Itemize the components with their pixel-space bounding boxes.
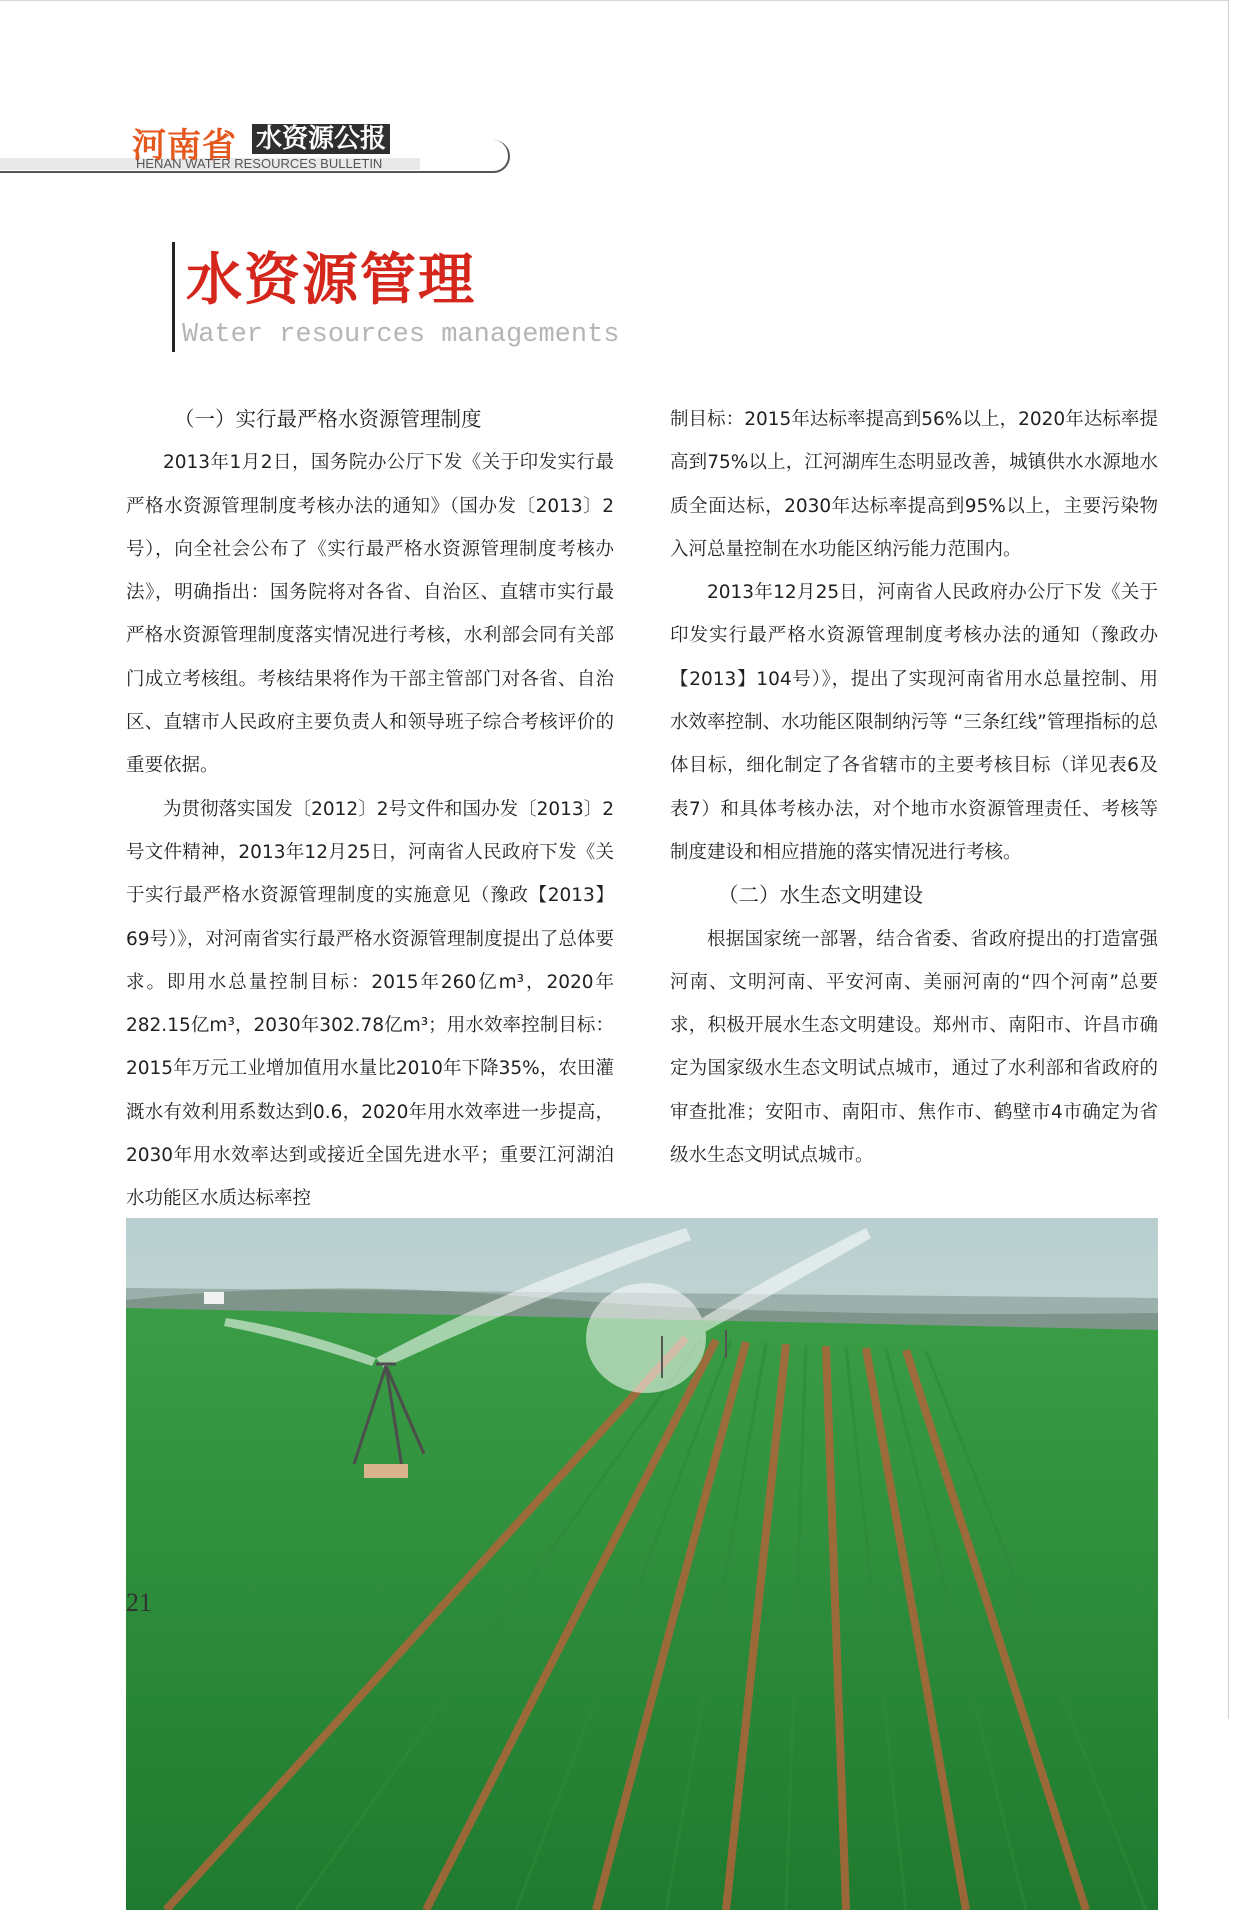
paragraph-2: 为贯彻落实国发〔2012〕2号文件和国办发〔2013〕2号文件精神，2013年12月25日，河南省人民政府下发《关于实行最严格水资源管理制度的实施意见（豫政【2013】69号）》，对河南省实行最严格水资源管理制度提出了总体要求。即用水总量控制目标：2015年260亿m³，2020年282.15亿m³，2030年302.78亿m³；用水效率控制目标：2015年万元工业增加值用水量比2010年下降35%，农田灌溉水有效利用系数达到0.6，2020年用水效率进一步提高，2030年用水效率达到或接近全国先进水平；重要江河湖泊水功能区水质达标率控 xyxy=(126,798,614,1210)
title-divider xyxy=(172,242,175,352)
irrigation-field-photo xyxy=(126,1218,1158,1910)
paragraph-4: 根据国家统一部署，结合省委、省政府提出的打造富强河南、文明河南、平安河南、美丽河南的“四个河南”总要求，积极开展水生态文明建设。郑州市、南阳市、许昌市确定为国家级水生态文明试点城市，通过了水利部和省政府的审查批准；安阳市、南阳市、焦作市、鹤壁市4市确定为省级水生态文明试点城市。 xyxy=(670,928,1158,1167)
paragraph-2-continued: 制目标：2015年达标率提高到56%以上，2020年达标率提高到75%以上，江河湖库生态明显改善，城镇供水水源地水质全面达标，2030年达标率提高到95%以上，主要污染物入河总量控制在水功能区纳污能力范围内。 xyxy=(670,409,1158,560)
page-top-edge xyxy=(0,0,1229,1)
heading-water-ecology: （二）水生态文明建设 xyxy=(718,883,923,908)
paragraph-1: 2013年1月2日，国务院办公厅下发《关于印发实行最严格水资源管理制度考核办法的通知》（国办发〔2013〕2号），向全社会公布了《实行最严格水资源管理制度考核办法》，明确指出：国务院将对各省、自治区、直辖市实行最严格水资源管理制度落实情况进行考核，水利部会同有关部门成立考核组。考核结果将作为干部主管部门对各省、自治区、直辖市人民政府主要负责人和领导班子综合考核评价的重要依据。 xyxy=(126,452,614,777)
section-title: 水资源管理 xyxy=(186,247,476,313)
section-subtitle: Water resources managements xyxy=(182,320,620,350)
page-right-edge xyxy=(1228,0,1229,1719)
page-number: 21 xyxy=(126,1588,152,1617)
left-column xyxy=(126,398,614,1221)
header-province: 河南省 xyxy=(132,126,237,166)
right-column xyxy=(670,398,1158,1177)
paragraph-3: 2013年12月25日，河南省人民政府办公厅下发《关于印发实行最严格水资源管理制度考核办法的通知（豫政办【2013】104号）》，提出了实现河南省用水总量控制、用水效率控制、水功能区限制纳污等 “三条红线”管理指标的总体目标，细化制定了各省辖市的主要考核目标（详见表6及表7）和具体考核办法，对个地市水资源管理责任、考核等制度建设和相应措施的落实情况进行考核。 xyxy=(670,582,1158,863)
heading-strict-management: （一）实行最严格水资源管理制度 xyxy=(174,407,482,431)
header-english: HENAN WATER RESOURCES BULLETIN xyxy=(136,156,383,171)
header-bulletin-name: 水资源公报 xyxy=(252,124,390,154)
sprinkler-field-illustration xyxy=(126,1218,1158,1910)
